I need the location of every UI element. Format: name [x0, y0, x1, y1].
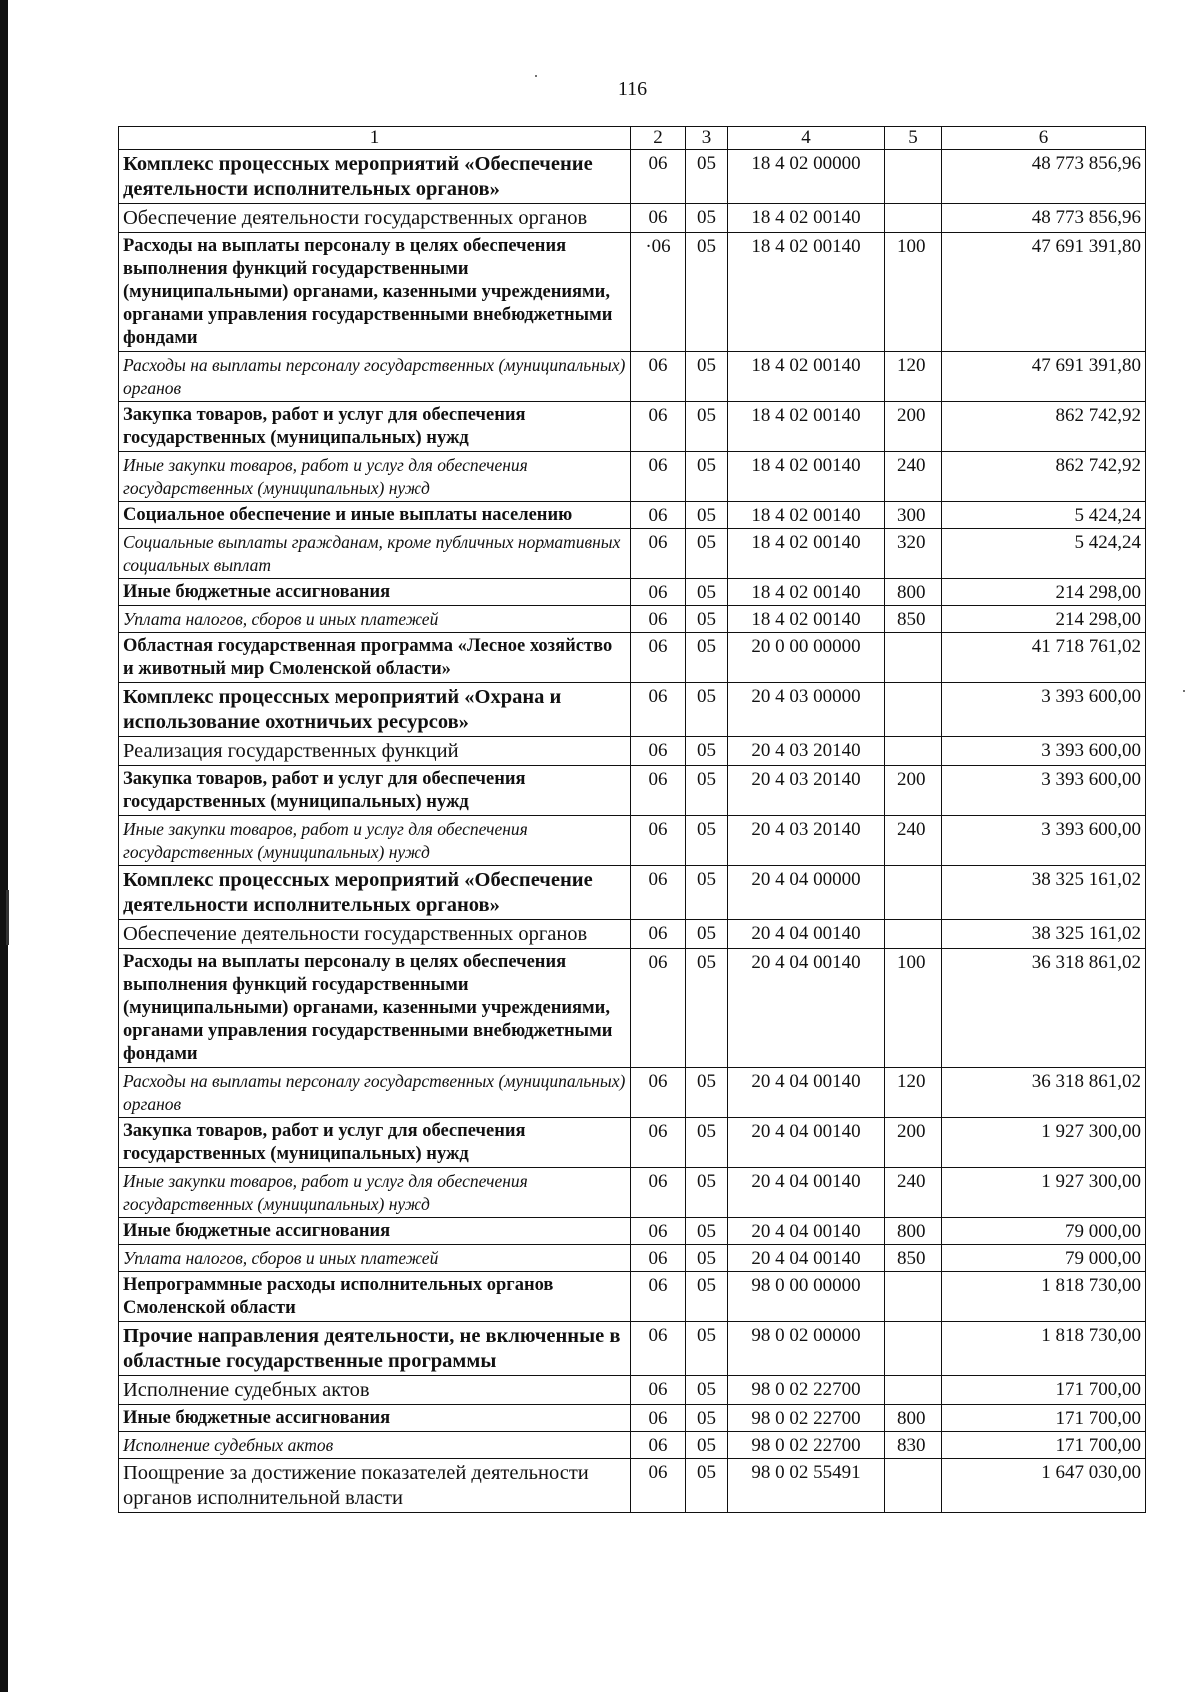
subsection-code: 05 — [686, 816, 728, 866]
expense-type-code: 200 — [885, 766, 942, 816]
expense-type-code — [885, 204, 942, 233]
amount-value: 171 700,00 — [942, 1405, 1146, 1432]
target-article-code: 18 4 02 00140 — [728, 529, 885, 579]
header-row — [119, 127, 1146, 150]
expense-type-code: 800 — [885, 1405, 942, 1432]
section-code: 06 — [631, 949, 686, 1068]
expense-type-code: 800 — [885, 1218, 942, 1245]
column-header: 2 — [631, 127, 686, 150]
amount-value: 36 318 861,02 — [942, 949, 1146, 1068]
amount-value: 214 298,00 — [942, 579, 1146, 606]
table-row — [119, 633, 1146, 683]
item-name: Закупка товаров, работ и услуг для обеспечения государственных (муниципальных) нужд — [119, 766, 631, 816]
column-header: 4 — [728, 127, 885, 150]
item-name: Закупка товаров, работ и услуг для обеспечения государственных (муниципальных) нужд — [119, 1118, 631, 1168]
section-code: 06 — [631, 1405, 686, 1432]
section-code: 06 — [631, 402, 686, 452]
amount-value: 79 000,00 — [942, 1218, 1146, 1245]
expense-type-code: 200 — [885, 1118, 942, 1168]
subsection-code: 05 — [686, 233, 728, 352]
expense-type-code: 200 — [885, 402, 942, 452]
target-article-code: 20 4 03 20140 — [728, 816, 885, 866]
scan-speck — [1183, 690, 1185, 692]
item-name: Иные бюджетные ассигнования — [119, 1405, 631, 1432]
amount-value: 48 773 856,96 — [942, 204, 1146, 233]
table-row — [119, 737, 1146, 766]
amount-value: 48 773 856,96 — [942, 150, 1146, 204]
target-article-code: 20 4 04 00140 — [728, 1168, 885, 1218]
section-code: ·06 — [631, 233, 686, 352]
expense-type-code — [885, 920, 942, 949]
subsection-code: 05 — [686, 452, 728, 502]
expense-type-code — [885, 1459, 942, 1513]
item-name: Исполнение судебных актов — [119, 1376, 631, 1405]
item-name: Комплекс процессных мероприятий «Обеспечение деятельности исполнительных органов» — [119, 866, 631, 920]
item-name: Комплекс процессных мероприятий «Охрана и использование охотничьих ресурсов» — [119, 683, 631, 737]
subsection-code: 05 — [686, 352, 728, 402]
amount-value: 5 424,24 — [942, 502, 1146, 529]
expense-type-code: 240 — [885, 452, 942, 502]
section-code: 06 — [631, 1168, 686, 1218]
subsection-code: 05 — [686, 766, 728, 816]
subsection-code: 05 — [686, 402, 728, 452]
table-row — [119, 1376, 1146, 1405]
target-article-code: 20 4 04 00140 — [728, 1068, 885, 1118]
expense-type-code: 320 — [885, 529, 942, 579]
amount-value: 47 691 391,80 — [942, 352, 1146, 402]
item-name: Уплата налогов, сборов и иных платежей — [119, 606, 631, 633]
target-article-code: 18 4 02 00140 — [728, 352, 885, 402]
section-code: 06 — [631, 529, 686, 579]
section-code: 06 — [631, 1218, 686, 1245]
item-name: Иные бюджетные ассигнования — [119, 1218, 631, 1245]
table-row — [119, 1218, 1146, 1245]
amount-value: 1 818 730,00 — [942, 1272, 1146, 1322]
section-code: 06 — [631, 606, 686, 633]
subsection-code: 05 — [686, 1322, 728, 1376]
table-row — [119, 233, 1146, 352]
item-name: Комплекс процессных мероприятий «Обеспечение деятельности исполнительных органов» — [119, 150, 631, 204]
expense-type-code: 120 — [885, 1068, 942, 1118]
item-name: Иные закупки товаров, работ и услуг для обеспечения государственных (муниципальных) нужд — [119, 816, 631, 866]
expense-type-code — [885, 683, 942, 737]
scan-edge — [0, 0, 8, 1692]
target-article-code: 20 4 03 20140 — [728, 737, 885, 766]
amount-value: 3 393 600,00 — [942, 816, 1146, 866]
target-article-code: 18 4 02 00140 — [728, 579, 885, 606]
column-header: 1 — [119, 127, 631, 150]
target-article-code: 98 0 02 22700 — [728, 1376, 885, 1405]
target-article-code: 18 4 02 00140 — [728, 402, 885, 452]
target-article-code: 20 4 04 00000 — [728, 866, 885, 920]
amount-value: 862 742,92 — [942, 402, 1146, 452]
section-code: 06 — [631, 1459, 686, 1513]
amount-value: 38 325 161,02 — [942, 866, 1146, 920]
amount-value: 862 742,92 — [942, 452, 1146, 502]
section-code: 06 — [631, 766, 686, 816]
subsection-code: 05 — [686, 683, 728, 737]
subsection-code: 05 — [686, 1459, 728, 1513]
expense-type-code — [885, 1272, 942, 1322]
item-name: Исполнение судебных актов — [119, 1432, 631, 1459]
amount-value: 38 325 161,02 — [942, 920, 1146, 949]
target-article-code: 98 0 00 00000 — [728, 1272, 885, 1322]
section-code: 06 — [631, 866, 686, 920]
item-name: Расходы на выплаты персоналу государственных (муниципальных) органов — [119, 1068, 631, 1118]
expense-type-code: 100 — [885, 233, 942, 352]
item-name: Уплата налогов, сборов и иных платежей — [119, 1245, 631, 1272]
target-article-code: 20 4 04 00140 — [728, 920, 885, 949]
section-code: 06 — [631, 920, 686, 949]
table-row — [119, 766, 1146, 816]
table-row — [119, 1405, 1146, 1432]
target-article-code: 98 0 02 22700 — [728, 1432, 885, 1459]
amount-value: 171 700,00 — [942, 1376, 1146, 1405]
scan-speck — [535, 75, 537, 77]
expense-type-code: 300 — [885, 502, 942, 529]
expense-type-code: 240 — [885, 816, 942, 866]
scan-mark — [6, 890, 9, 945]
amount-value: 1 927 300,00 — [942, 1168, 1146, 1218]
table-row — [119, 452, 1146, 502]
table-row — [119, 1118, 1146, 1168]
item-name: Социальное обеспечение и иные выплаты населению — [119, 502, 631, 529]
target-article-code: 20 4 04 00140 — [728, 1245, 885, 1272]
target-article-code: 18 4 02 00140 — [728, 204, 885, 233]
subsection-code: 05 — [686, 1245, 728, 1272]
amount-value: 41 718 761,02 — [942, 633, 1146, 683]
section-code: 06 — [631, 1432, 686, 1459]
section-code: 06 — [631, 683, 686, 737]
table-row — [119, 683, 1146, 737]
amount-value: 1 647 030,00 — [942, 1459, 1146, 1513]
subsection-code: 05 — [686, 633, 728, 683]
section-code: 06 — [631, 452, 686, 502]
section-code: 06 — [631, 633, 686, 683]
subsection-code: 05 — [686, 920, 728, 949]
section-code: 06 — [631, 737, 686, 766]
subsection-code: 05 — [686, 1168, 728, 1218]
table-row — [119, 920, 1146, 949]
amount-value: 79 000,00 — [942, 1245, 1146, 1272]
section-code: 06 — [631, 579, 686, 606]
table-row — [119, 606, 1146, 633]
target-article-code: 20 4 04 00140 — [728, 949, 885, 1068]
amount-value: 5 424,24 — [942, 529, 1146, 579]
target-article-code: 20 4 03 20140 — [728, 766, 885, 816]
target-article-code: 98 0 02 22700 — [728, 1405, 885, 1432]
item-name: Расходы на выплаты персоналу в целях обеспечения выполнения функций государственными (муниципальными) органами, казенными учреждениями, органами управления государственными внебюджетными фондами — [119, 949, 631, 1068]
expense-type-code: 800 — [885, 579, 942, 606]
section-code: 06 — [631, 1272, 686, 1322]
subsection-code: 05 — [686, 949, 728, 1068]
expense-type-code: 830 — [885, 1432, 942, 1459]
item-name: Поощрение за достижение показателей деятельности органов исполнительной власти — [119, 1459, 631, 1513]
item-name: Иные закупки товаров, работ и услуг для обеспечения государственных (муниципальных) нужд — [119, 452, 631, 502]
subsection-code: 05 — [686, 1218, 728, 1245]
subsection-code: 05 — [686, 1068, 728, 1118]
target-article-code: 18 4 02 00140 — [728, 606, 885, 633]
target-article-code: 20 4 03 00000 — [728, 683, 885, 737]
item-name: Социальные выплаты гражданам, кроме публичных нормативных социальных выплат — [119, 529, 631, 579]
subsection-code: 05 — [686, 204, 728, 233]
subsection-code: 05 — [686, 150, 728, 204]
item-name: Областная государственная программа «Лесное хозяйство и животный мир Смоленской области» — [119, 633, 631, 683]
subsection-code: 05 — [686, 1118, 728, 1168]
expense-type-code — [885, 633, 942, 683]
item-name: Расходы на выплаты персоналу в целях обеспечения выполнения функций государственными (муниципальными) органами, казенными учреждениями, органами управления государственными внебюджетными фондами — [119, 233, 631, 352]
table-row — [119, 1322, 1146, 1376]
table-row — [119, 949, 1146, 1068]
table-row — [119, 1245, 1146, 1272]
subsection-code: 05 — [686, 1376, 728, 1405]
target-article-code: 98 0 02 00000 — [728, 1322, 885, 1376]
amount-value: 214 298,00 — [942, 606, 1146, 633]
item-name: Расходы на выплаты персоналу государственных (муниципальных) органов — [119, 352, 631, 402]
target-article-code: 18 4 02 00140 — [728, 502, 885, 529]
page-number: 116 — [617, 78, 648, 100]
target-article-code: 18 4 02 00000 — [728, 150, 885, 204]
section-code: 06 — [631, 502, 686, 529]
item-name: Непрограммные расходы исполнительных органов Смоленской области — [119, 1272, 631, 1322]
table-body — [119, 127, 1146, 1513]
amount-value: 47 691 391,80 — [942, 233, 1146, 352]
table-row — [119, 502, 1146, 529]
column-header: 5 — [885, 127, 942, 150]
table-row — [119, 579, 1146, 606]
subsection-code: 05 — [686, 737, 728, 766]
table-row — [119, 1068, 1146, 1118]
subsection-code: 05 — [686, 606, 728, 633]
target-article-code: 20 4 04 00140 — [728, 1118, 885, 1168]
target-article-code: 20 4 04 00140 — [728, 1218, 885, 1245]
target-article-code: 18 4 02 00140 — [728, 233, 885, 352]
section-code: 06 — [631, 1376, 686, 1405]
expense-type-code: 850 — [885, 606, 942, 633]
table-row — [119, 866, 1146, 920]
expense-type-code — [885, 150, 942, 204]
table-row — [119, 1272, 1146, 1322]
table-row — [119, 816, 1146, 866]
expense-type-code — [885, 866, 942, 920]
amount-value: 171 700,00 — [942, 1432, 1146, 1459]
expense-type-code — [885, 1322, 942, 1376]
expense-type-code: 240 — [885, 1168, 942, 1218]
item-name: Обеспечение деятельности государственных органов — [119, 204, 631, 233]
amount-value: 1 927 300,00 — [942, 1118, 1146, 1168]
item-name: Реализация государственных функций — [119, 737, 631, 766]
section-code: 06 — [631, 352, 686, 402]
table-row — [119, 529, 1146, 579]
amount-value: 3 393 600,00 — [942, 737, 1146, 766]
column-header: 3 — [686, 127, 728, 150]
subsection-code: 05 — [686, 579, 728, 606]
target-article-code: 20 0 00 00000 — [728, 633, 885, 683]
section-code: 06 — [631, 1322, 686, 1376]
amount-value: 1 818 730,00 — [942, 1322, 1146, 1376]
item-name: Обеспечение деятельности государственных органов — [119, 920, 631, 949]
budget-table — [118, 126, 1146, 1513]
table-row — [119, 1459, 1146, 1513]
item-name: Иные бюджетные ассигнования — [119, 579, 631, 606]
item-name: Прочие направления деятельности, не включенные в областные государственные программы — [119, 1322, 631, 1376]
table-row — [119, 352, 1146, 402]
section-code: 06 — [631, 1245, 686, 1272]
item-name: Иные закупки товаров, работ и услуг для обеспечения государственных (муниципальных) нужд — [119, 1168, 631, 1218]
amount-value: 36 318 861,02 — [942, 1068, 1146, 1118]
subsection-code: 05 — [686, 1405, 728, 1432]
subsection-code: 05 — [686, 502, 728, 529]
table-row — [119, 150, 1146, 204]
subsection-code: 05 — [686, 866, 728, 920]
section-code: 06 — [631, 204, 686, 233]
subsection-code: 05 — [686, 1272, 728, 1322]
expense-type-code — [885, 737, 942, 766]
expense-type-code: 100 — [885, 949, 942, 1068]
table-row — [119, 1168, 1146, 1218]
item-name: Закупка товаров, работ и услуг для обеспечения государственных (муниципальных) нужд — [119, 402, 631, 452]
table-row — [119, 204, 1146, 233]
target-article-code: 18 4 02 00140 — [728, 452, 885, 502]
section-code: 06 — [631, 1068, 686, 1118]
column-header: 6 — [942, 127, 1146, 150]
subsection-code: 05 — [686, 529, 728, 579]
target-article-code: 98 0 02 55491 — [728, 1459, 885, 1513]
subsection-code: 05 — [686, 1432, 728, 1459]
expense-type-code — [885, 1376, 942, 1405]
amount-value: 3 393 600,00 — [942, 683, 1146, 737]
section-code: 06 — [631, 150, 686, 204]
table-row — [119, 402, 1146, 452]
expense-type-code: 850 — [885, 1245, 942, 1272]
section-code: 06 — [631, 1118, 686, 1168]
section-code: 06 — [631, 816, 686, 866]
expense-type-code: 120 — [885, 352, 942, 402]
table-row — [119, 1432, 1146, 1459]
amount-value: 3 393 600,00 — [942, 766, 1146, 816]
